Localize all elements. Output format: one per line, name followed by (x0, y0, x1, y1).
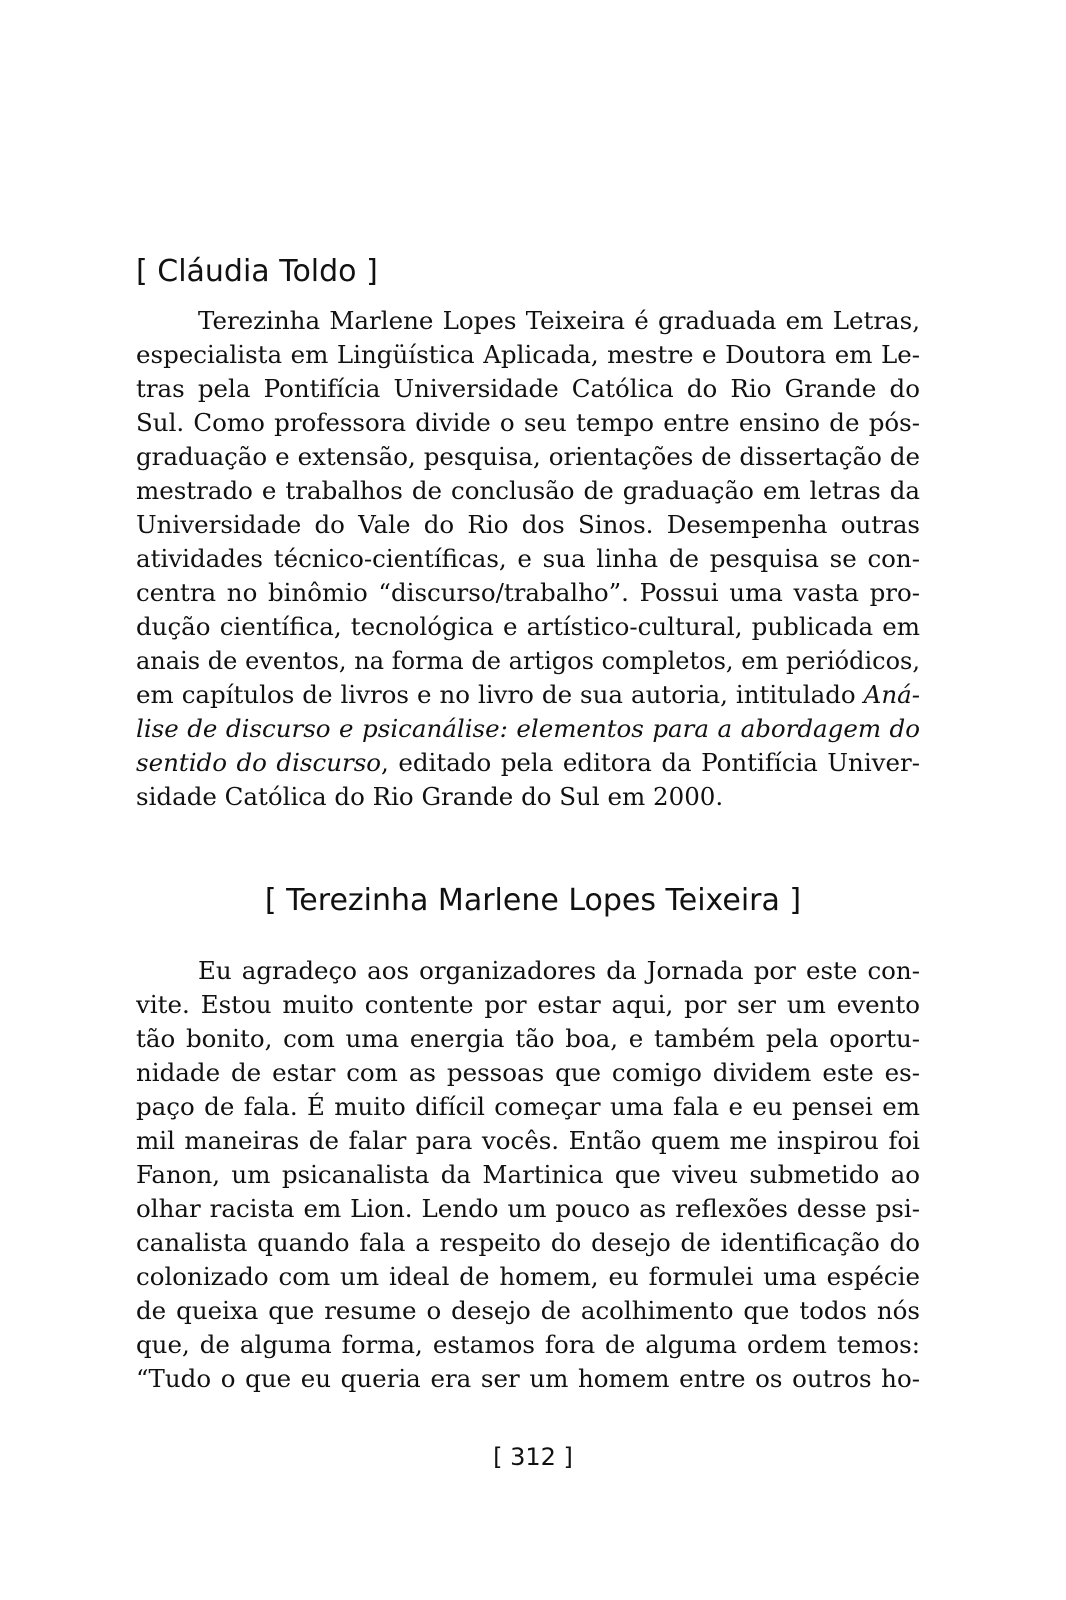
text-line: mil maneiras de falar para vocês. Então quem me inspirou foi (136, 1126, 920, 1155)
text-line: Eu agradeço aos organizadores da Jornada por este con- (198, 956, 920, 985)
text-line: colonizado com um ideal de homem, eu formulei uma espécie (136, 1262, 920, 1291)
text-line (136, 746, 920, 780)
text-line: mestrado e trabalhos de conclusão de graduação em letras da (136, 476, 920, 505)
text-line: canalista quando fala a respeito do desejo de identificação do (136, 1228, 920, 1257)
text-line: dução científica, tecnológica e artístico-cultural, publicada em (136, 612, 920, 641)
page-number: [ 312 ] (493, 1443, 573, 1471)
book-title-italic: sentido do discurso (136, 748, 382, 777)
section-heading-terezinha-teixeira: [ Terezinha Marlene Lopes Teixeira ] (264, 883, 802, 918)
speech-paragraph (136, 954, 920, 1396)
text-line: nidade de estar com as pessoas que comigo dividem este es- (136, 1058, 920, 1087)
text-line: Universidade do Vale do Rio dos Sinos. Desempenha outras (136, 510, 920, 539)
text-line: tras pela Pontifícia Universidade Católica do Rio Grande do (136, 374, 920, 403)
text-line: Sul. Como professora divide o seu tempo entre ensino de pós- (136, 408, 920, 437)
text-line: de queixa que resume o desejo de acolhimento que todos nós (136, 1296, 920, 1325)
text-segment: , editado pela editora da Pontifícia Univer- (381, 748, 920, 777)
text-line: “Tudo o que eu queria era ser um homem entre os outros ho- (136, 1364, 920, 1393)
text-line: anais de eventos, na forma de artigos completos, em periódicos, (136, 647, 920, 675)
text-line: paço de fala. É muito difícil começar uma fala e eu pensei em (136, 1092, 920, 1121)
text-line: centra no binômio “discurso/trabalho”. Possui uma vasta pro- (136, 578, 920, 607)
text-line: tão bonito, com uma energia tão boa, e também pela oportu- (136, 1024, 920, 1053)
book-title-italic-line: lise de discurso e psicanálise: elementos para a abordagem do (136, 714, 920, 743)
text-line: especialista em Lingüística Aplicada, mestre e Doutora em Le- (136, 340, 920, 369)
text-line: atividades técnico-científicas, e sua linha de pesquisa se con- (136, 544, 920, 573)
text-line: que, de alguma forma, estamos fora de alguma ordem temos: (136, 1330, 920, 1359)
text-segment: em capítulos de livros e no livro de sua autoria, intitulado (136, 680, 864, 709)
bio-paragraph (136, 304, 920, 814)
text-line: Fanon, um psicanalista da Martinica que viveu submetido ao (136, 1160, 920, 1189)
text-line: sidade Católica do Rio Grande do Sul em 2000. (136, 782, 724, 811)
text-line: graduação e extensão, pesquisa, orientações de dissertação de (136, 442, 920, 471)
text-line: olhar racista em Lion. Lendo um pouco as reflexões desse psi- (136, 1194, 920, 1223)
book-title-italic: Aná- (863, 680, 920, 709)
text-line: vite. Estou muito contente por estar aqui, por ser um evento (136, 990, 920, 1019)
text-line: Terezinha Marlene Lopes Teixeira é graduada em Letras, (198, 306, 920, 335)
section-heading-claudia-toldo: [ Cláudia Toldo ] (136, 254, 378, 289)
text-line (136, 678, 920, 712)
